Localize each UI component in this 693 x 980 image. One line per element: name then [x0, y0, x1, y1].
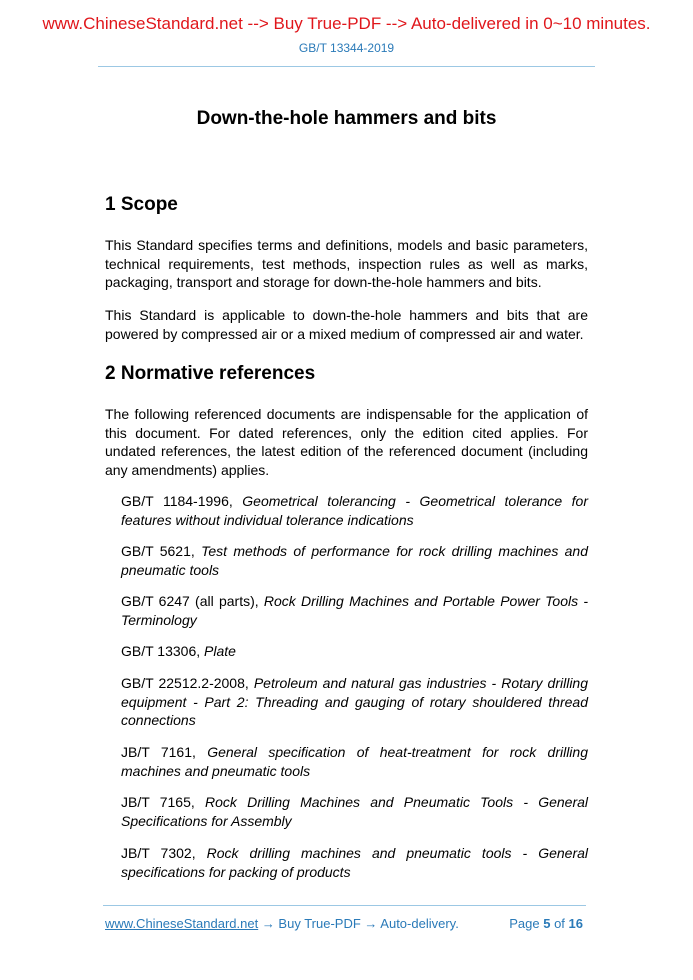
reference-title: Geometrical tolerancing - Geometrical tolerance for features without individual tolerance indications: [121, 493, 589, 528]
section-heading-normative-references: 2 Normative references: [105, 363, 316, 384]
reference-title: Rock Drilling Machines and Portable Power Tools - Terminology: [121, 593, 589, 628]
document-title: Down-the-hole hammers and bits: [196, 108, 497, 129]
normative-intro-paragraph: The following referenced documents are indispensable for the application of this document. For dated references, only the edition cited applies. For undated references, the latest edition of the referenced document (including any amendments) applies.: [105, 406, 588, 478]
reference-item: [121, 642, 588, 661]
reference-item: [121, 844, 588, 881]
promo-banner: www.ChineseStandard.net --> Buy True-PDF --> Auto-delivered in 0~10 minutes.: [42, 14, 651, 33]
reference-code: GB/T 1184-1996,: [121, 493, 243, 509]
page-label: Page: [509, 916, 544, 931]
reference-item: [121, 743, 588, 780]
reference-code: JB/T 7165,: [121, 794, 205, 810]
reference-title: Rock drilling machines and pneumatic tools - General specifications for packing of products: [121, 845, 589, 880]
section-heading-scope: 1 Scope: [105, 194, 178, 215]
reference-title: Plate: [204, 643, 236, 659]
reference-code: GB/T 13306,: [121, 643, 205, 659]
reference-code: GB/T 22512.2-2008,: [121, 675, 254, 691]
reference-code: GB/T 5621,: [121, 543, 202, 559]
reference-item: [121, 592, 588, 629]
scope-paragraph-1: This Standard specifies terms and definitions, models and basic parameters, technical requirements, test methods, inspection rules as well as marks, packaging, transport and storage for down-the-hole hammers and bits.: [105, 237, 588, 290]
reference-item: [121, 674, 588, 730]
footer-tagline: → Buy True-PDF → Auto-delivery.: [258, 916, 459, 931]
footer-divider: [103, 905, 586, 906]
page-indicator: [509, 916, 583, 931]
reference-code: GB/T 6247 (all parts),: [121, 593, 264, 609]
reference-item: [121, 492, 588, 529]
reference-code: JB/T 7302,: [121, 845, 207, 861]
reference-code: JB/T 7161,: [121, 744, 208, 760]
current-page: 5: [543, 916, 551, 931]
reference-title: Test methods of performance for rock drilling machines and pneumatic tools: [121, 543, 588, 578]
scope-paragraph-2: This Standard is applicable to down-the-hole hammers and bits that are powered by compressed air or a mixed medium of compressed air and water.: [105, 307, 588, 342]
reference-item: [121, 542, 588, 579]
total-pages: 16: [568, 916, 583, 931]
reference-item: [121, 793, 588, 830]
footer: [105, 916, 583, 931]
of-label: of: [550, 916, 569, 931]
footer-link[interactable]: www.ChineseStandard.net: [105, 916, 259, 931]
reference-title: General specification of heat-treatment for rock drilling machines and pneumatic tools: [121, 744, 588, 779]
standard-number: GB/T 13344-2019: [298, 41, 395, 55]
reference-title: Rock Drilling Machines and Pneumatic Tools - General Specifications for Assembly: [121, 794, 589, 829]
reference-title: Petroleum and natural gas industries - Rotary drilling equipment - Part 2: Threading and gauging of rotary shouldered thread connections: [121, 675, 589, 728]
header-divider: [98, 66, 595, 67]
